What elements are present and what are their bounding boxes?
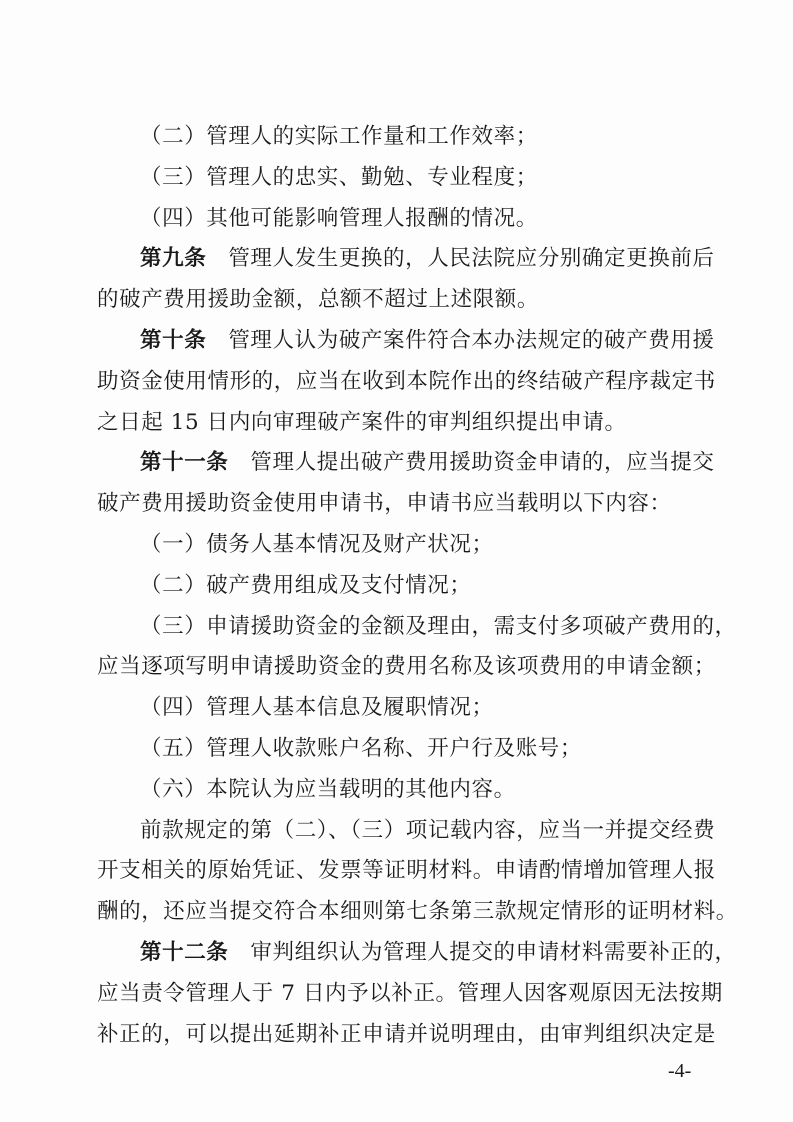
text-line [97, 484, 717, 525]
line-text: 管理人认为破产案件符合本办法规定的破产费用援 [228, 327, 715, 353]
page-number: -4- [668, 1060, 692, 1082]
article-heading: 第十一条 [140, 450, 229, 476]
text-line [97, 607, 737, 648]
text-line [97, 239, 717, 280]
text-line [97, 647, 717, 688]
line-text: （三）申请援助资金的金额及理由，需支付多项破产费用的， [140, 613, 737, 639]
line-text: （四）其他可能影响管理人报酬的情况。 [140, 205, 538, 231]
text-line [97, 688, 717, 729]
text-line [97, 851, 717, 892]
text-line [97, 403, 717, 444]
line-text: （二）管理人的实际工作量和工作效率； [140, 124, 538, 149]
text-line [97, 566, 717, 607]
text-line [97, 1015, 717, 1056]
article-heading: 第十条 [140, 327, 207, 353]
text-line [97, 199, 717, 240]
line-text: 审判组织认为管理人提交的申请材料需要补正的， [250, 939, 737, 965]
line-text: 开支相关的原始凭证、发票等证明材料。申请酌情增加管理人报 [97, 858, 716, 884]
line-text: 管理人提出破产费用援助资金申请的，应当提交 [250, 450, 715, 476]
line-text: （六）本院认为应当载明的其他内容。 [140, 776, 516, 802]
line-text: 管理人发生更换的，人民法院应分别确定更换前后 [228, 246, 715, 272]
text-line [97, 443, 717, 484]
text-line [97, 729, 717, 770]
line-text: 的破产费用援助金额，总额不超过上述限额。 [97, 287, 540, 313]
line-text: （四）管理人基本信息及履职情况； [140, 695, 494, 721]
text-line [97, 770, 717, 811]
text-line [97, 280, 717, 321]
document-body [97, 117, 738, 1055]
text-line [97, 974, 723, 1015]
line-text: 应当逐项写明申请援助资金的费用名称及该项费用的申请金额； [97, 654, 716, 680]
line-text: 补正的，可以提出延期补正申请并说明理由，由审判组织决定是 [97, 1021, 716, 1047]
line-text: （三）管理人的忠实、勤勉、专业程度； [140, 164, 538, 190]
line-text: 破产费用援助资金使用申请书，申请书应当载明以下内容： [97, 491, 672, 517]
text-line [97, 892, 738, 933]
line-text: 应当责令管理人于 7 日内予以补正。管理人因客观原因无法按期 [97, 980, 723, 1006]
line-text: （一）债务人基本情况及财产状况； [140, 531, 494, 557]
article-heading: 第九条 [140, 246, 207, 272]
line-text: 前款规定的第（二）、（三）项记载内容，应当一并提交经费 [140, 817, 716, 843]
line-text: 酬的，还应当提交符合本细则第七条第三款规定情形的证明材料。 [97, 899, 738, 925]
line-text: 助资金使用情形的，应当在收到本院作出的终结破产程序裁定书 [97, 368, 716, 394]
line-text: （五）管理人收款账户名称、开户行及账号； [140, 735, 583, 761]
text-line [97, 117, 717, 158]
text-line [97, 933, 737, 974]
text-line [97, 811, 717, 852]
line-text: 之日起 15 日内向审理破产案件的审判组织提出申请。 [97, 409, 627, 435]
line-text: （二）破产费用组成及支付情况； [140, 572, 472, 598]
text-line [97, 362, 717, 403]
text-line [97, 321, 717, 362]
article-heading: 第十二条 [140, 939, 229, 965]
text-line [97, 525, 717, 566]
text-line [97, 158, 717, 199]
